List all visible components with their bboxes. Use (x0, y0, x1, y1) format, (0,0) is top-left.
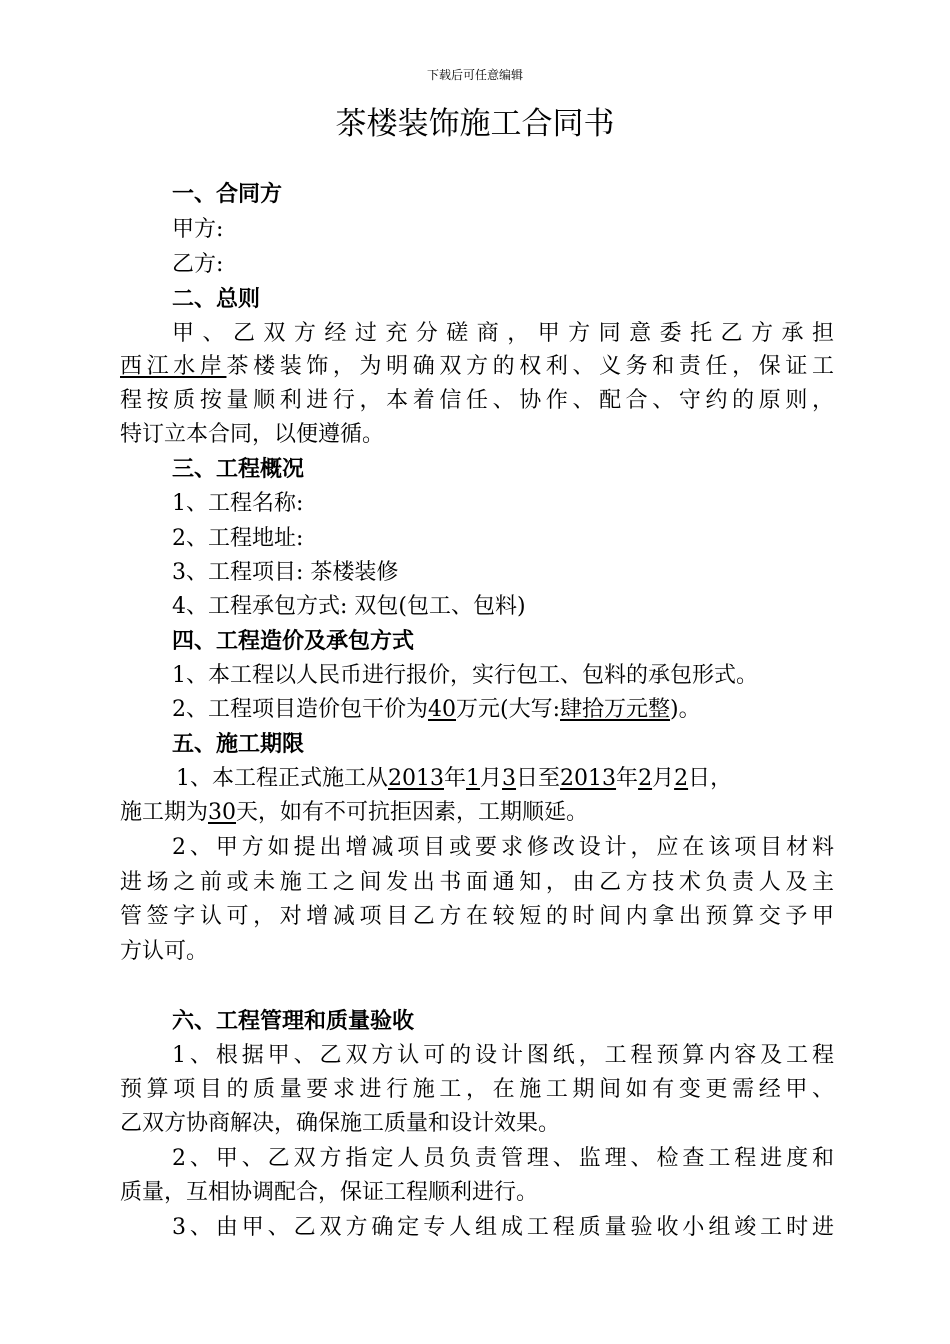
schedule-text-year-2: 年 (616, 766, 639, 791)
duration-days: 30 (208, 800, 237, 825)
schedule-item-2-line-2: 进场之前或未施工之间发出书面通知，由乙方技术负责人及主 (120, 870, 834, 895)
start-day: 3 (502, 766, 517, 791)
schedule-text-day-2: 日， (688, 766, 733, 791)
schedule-item-2-line-1: 2、甲方如提出增减项目或要求修改设计，应在该项目材料 (172, 835, 834, 860)
management-item-2-line-1: 2、甲、乙双方指定人员负责管理、监理、检查工程进度和 (172, 1146, 834, 1171)
price-item-1: 1、本工程以人民币进行报价，实行包工、包料的承包形式。 (172, 663, 758, 688)
start-year: 2013 (388, 766, 444, 791)
management-item-2-line-2: 质量，互相协调配合，保证工程顺利进行。 (120, 1180, 539, 1205)
overview-item-contract-mode: 4、工程承包方式: 双包(包工、包料) (172, 594, 526, 619)
section-heading-schedule: 五、施工期限 (172, 732, 305, 757)
schedule-item-1-line-2 (120, 798, 834, 828)
end-year: 2013 (560, 766, 617, 791)
price-amount: 40 (428, 697, 456, 722)
schedule-item-1-line-1 (176, 764, 834, 794)
price-item-2-text-c: )。 (670, 697, 701, 722)
schedule-text-start: 1、本工程正式施工从 (176, 766, 388, 791)
schedule-text-month-1: 月 (480, 766, 503, 791)
section-heading-price: 四、工程造价及承包方式 (172, 629, 415, 654)
section-heading-parties: 一、合同方 (172, 182, 283, 207)
schedule-item-2-line-3: 管签字认可，对增减项目乙方在较短的时间内拿出预算交予甲 (120, 904, 834, 929)
section-heading-overview: 三、工程概况 (172, 457, 305, 482)
management-item-1-line-2: 预算项目的质量要求进行施工，在施工期间如有变更需经甲、 (120, 1077, 834, 1102)
section-heading-general: 二、总则 (172, 287, 261, 312)
party-a-line: 甲方: (172, 217, 224, 242)
schedule-text-month-2: 月 (652, 766, 675, 791)
page-header-note: 下载后可任意编辑 (426, 68, 523, 82)
general-line-2 (120, 352, 834, 382)
general-line-3: 程按质按量顺利进行，本着信任、协作、配合、守约的原则， (120, 388, 834, 413)
price-item-2-text-b: 万元(大写: (456, 697, 560, 722)
price-item-2 (172, 695, 834, 725)
party-b-line: 乙方: (172, 252, 224, 277)
schedule-item-2-line-4: 方认可。 (120, 939, 209, 964)
start-month: 1 (466, 766, 481, 791)
general-line-2-text: 茶楼装饰，为明确双方的权利、义务和责任，保证工 (226, 354, 834, 379)
price-amount-in-words: 肆拾万元整 (560, 697, 671, 722)
project-place-name: 西江水岸 (120, 354, 227, 379)
overview-item-address: 2、工程地址: (172, 526, 304, 551)
schedule-text-year-1: 年 (444, 766, 467, 791)
end-day: 2 (674, 766, 689, 791)
management-item-1-line-1: 1、根据甲、乙双方认可的设计图纸，工程预算内容及工程 (172, 1043, 834, 1068)
schedule-duration-text-b: 天，如有不可抗拒因素，工期顺延。 (236, 800, 589, 825)
general-line-4: 特订立本合同，以便遵循。 (120, 422, 385, 447)
price-item-2-text-a: 2、工程项目造价包干价为 (172, 697, 428, 722)
general-line-1: 甲、乙双方经过充分磋商，甲方同意委托乙方承担 (172, 321, 834, 346)
management-item-3-line-1: 3、由甲、乙双方确定专人组成工程质量验收小组竣工时进 (172, 1215, 834, 1240)
overview-item-name: 1、工程名称: (172, 491, 304, 516)
end-month: 2 (638, 766, 653, 791)
overview-item-project: 3、工程项目: 茶楼装修 (172, 560, 399, 585)
schedule-duration-text-a: 施工期为 (120, 800, 209, 825)
management-item-1-line-3: 乙双方协商解决，确保施工质量和设计效果。 (120, 1111, 561, 1136)
section-heading-management: 六、工程管理和质量验收 (172, 1009, 415, 1034)
schedule-text-to: 日至 (516, 766, 561, 791)
document-title: 茶楼装饰施工合同书 (335, 106, 615, 142)
